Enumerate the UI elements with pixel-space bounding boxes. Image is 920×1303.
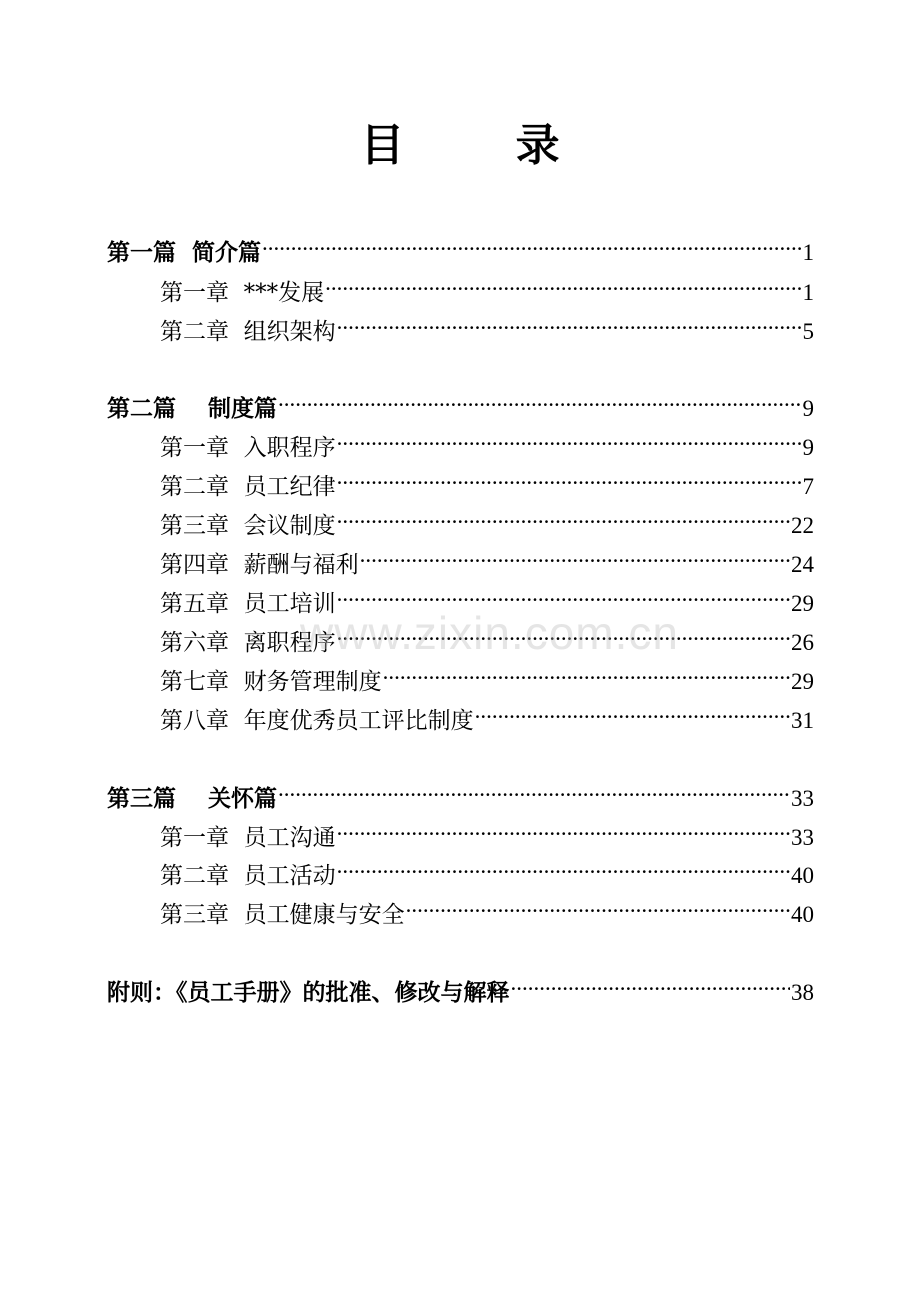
toc-title: 目 录 bbox=[360, 120, 608, 171]
toc-chapter[interactable] bbox=[160, 266, 814, 306]
page-number: 9 bbox=[802, 435, 814, 460]
chapter-label: 第六章 离职程序 bbox=[160, 630, 336, 656]
toc-part-2[interactable] bbox=[107, 382, 814, 422]
toc-chapter[interactable] bbox=[160, 849, 814, 889]
page-number: 7 bbox=[802, 474, 814, 499]
dot-leader bbox=[475, 694, 790, 728]
page-number: 33 bbox=[791, 825, 814, 850]
toc-part-1[interactable] bbox=[107, 226, 814, 266]
chapter-label: 第三章 员工健康与安全 bbox=[160, 902, 405, 928]
part-label: 第二篇 制度篇 bbox=[107, 396, 278, 422]
toc-chapter[interactable] bbox=[160, 694, 814, 734]
chapter-label: 第一章 员工沟通 bbox=[160, 825, 336, 851]
chapter-label: 第二章 员工活动 bbox=[160, 863, 336, 889]
toc-chapter[interactable] bbox=[160, 655, 814, 695]
part-label: 第一篇 简介篇 bbox=[107, 240, 262, 266]
page-number: 38 bbox=[791, 980, 814, 1005]
toc-part-3[interactable] bbox=[107, 772, 814, 812]
dot-leader bbox=[406, 888, 790, 922]
chapter-label: 第八章 年度优秀员工评比制度 bbox=[160, 708, 474, 734]
toc-chapter[interactable] bbox=[160, 460, 814, 500]
page-number: 1 bbox=[802, 240, 814, 265]
chapter-label: 第四章 薪酬与福利 bbox=[160, 552, 359, 578]
dot-leader bbox=[337, 849, 790, 883]
chapter-label: 第三章 会议制度 bbox=[160, 513, 336, 539]
page-number: 5 bbox=[802, 319, 814, 344]
dot-leader bbox=[337, 499, 790, 533]
dot-leader bbox=[383, 655, 790, 689]
page-number: 29 bbox=[791, 669, 814, 694]
toc-chapter[interactable] bbox=[160, 421, 814, 461]
chapter-label: 第七章 财务管理制度 bbox=[160, 669, 382, 695]
page-number: 31 bbox=[791, 708, 814, 733]
dot-leader bbox=[337, 460, 802, 494]
toc-chapter[interactable] bbox=[160, 305, 814, 345]
dot-leader bbox=[278, 772, 790, 806]
page-number: 22 bbox=[791, 513, 814, 538]
page-number: 26 bbox=[791, 630, 814, 655]
page-number: 33 bbox=[791, 786, 814, 811]
dot-leader bbox=[325, 266, 801, 300]
dot-leader bbox=[278, 382, 801, 416]
toc-chapter[interactable] bbox=[160, 888, 814, 928]
chapter-label: 第一章 ***发展 bbox=[160, 280, 325, 306]
dot-leader bbox=[337, 811, 790, 845]
dot-leader bbox=[360, 538, 790, 572]
dot-leader bbox=[262, 226, 801, 260]
dot-leader bbox=[511, 966, 791, 1000]
page-number: 40 bbox=[791, 902, 814, 927]
part-label: 附则：《员工手册》的批准、修改与解释 bbox=[107, 980, 510, 1006]
page-number: 40 bbox=[791, 863, 814, 888]
chapter-label: 第五章 员工培训 bbox=[160, 591, 336, 617]
watermark: www.zixin.com.cn bbox=[300, 607, 679, 659]
page-number: 9 bbox=[802, 396, 814, 421]
chapter-label: 第二章 员工纪律 bbox=[160, 474, 336, 500]
chapter-label: 第二章 组织架构 bbox=[160, 319, 336, 345]
toc-appendix[interactable] bbox=[107, 966, 814, 1006]
page-number: 1 bbox=[802, 280, 814, 305]
toc-chapter[interactable] bbox=[160, 499, 814, 539]
page-number: 24 bbox=[791, 552, 814, 577]
dot-leader bbox=[337, 421, 802, 455]
part-label: 第三篇 关怀篇 bbox=[107, 786, 278, 812]
toc-chapter[interactable] bbox=[160, 538, 814, 578]
page-number: 29 bbox=[791, 591, 814, 616]
chapter-label: 第一章 入职程序 bbox=[160, 435, 336, 461]
dot-leader bbox=[337, 305, 802, 339]
toc-chapter[interactable] bbox=[160, 811, 814, 851]
